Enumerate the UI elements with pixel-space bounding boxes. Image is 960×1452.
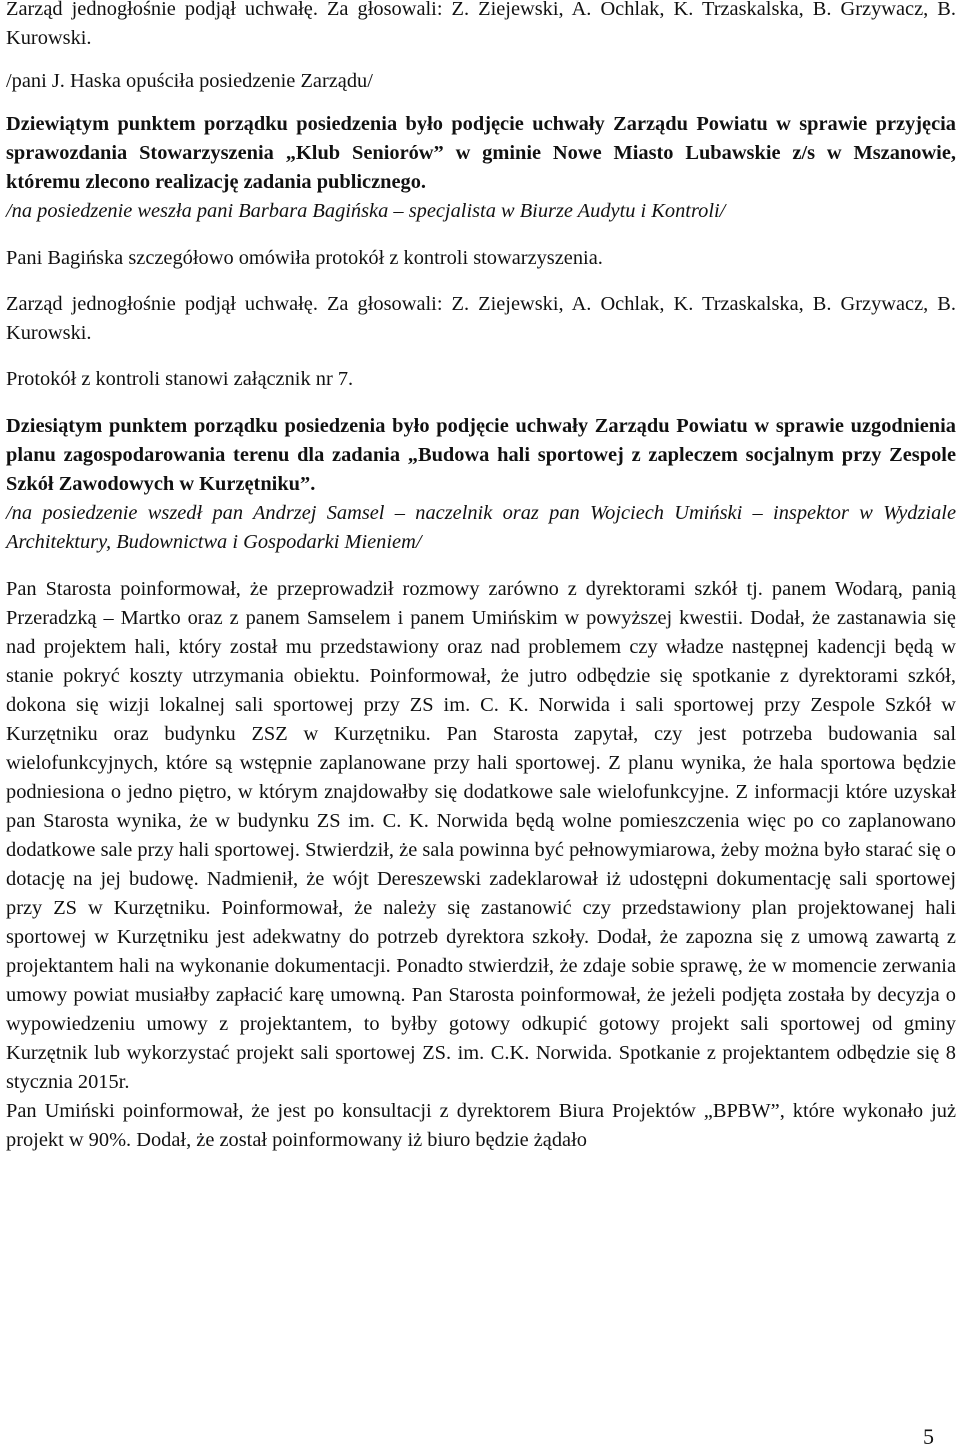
paragraph-attachment-note: Protokół z kontroli stanowi załącznik nr 7.	[6, 368, 354, 390]
paragraph-haska-left: /pani J. Haska opuściła posiedzenie Zarządu/	[6, 70, 373, 92]
paragraph-resolution-vote: Zarząd jednogłośnie podjął uchwałę. Za głosowali: Z. Ziejewski, A. Ochlak, K. Trzaskalska, B. Grzywacz, B. Kurowski.	[6, 0, 956, 49]
paragraph-audit-report-discussed: Pani Bagińska szczegółowo omówiła protokół z kontroli stowarzyszenia.	[6, 247, 603, 269]
paragraph-item-ten-heading: Dziesiątym punktem porządku posiedzenia było podjęcie uchwały Zarządu Powiatu w sprawie uzgodnienia planu zagospodarowania terenu dla zadania „Budowa hali sportowej z zapleczem socjalnym przy Zespole Szkół Zawodowych w Kurzętniku”.	[6, 415, 956, 495]
paragraph-resolution-vote-2: Zarząd jednogłośnie podjął uchwałę. Za głosowali: Z. Ziejewski, A. Ochlak, K. Trzaskalska, B. Grzywacz, B. Kurowski.	[6, 293, 956, 344]
paragraph-baginska-entered: /na posiedzenie weszła pani Barbara Bagińska – specjalista w Biurze Audytu i Kontroli/	[6, 200, 726, 222]
paragraph-samsel-uminski-entered: /na posiedzenie wszedł pan Andrzej Samsel – naczelnik oraz pan Wojciech Umiński – inspektor w Wydziale Architektury, Budownictwa i Gospodarki Mieniem/	[6, 502, 956, 553]
paragraph-starosta-report: Pan Starosta poinformował, że przeprowadził rozmowy zarówno z dyrektorami szkół tj. panem Wodarą, panią Przeradzką – Martko oraz z panem Samselem i panem Umińskim w powyższej kwestii. Dodał, że zastanawia się nad projektem hali, który został mu przedstawiony oraz nad problemem czy władze następnej kadencji będą w stanie pokryć koszty utrzymania obiektu. Poinformował, że jutro odbędzie się spotkanie z dyrektorami szkół, dokona się wizji lokalnej sali sportowej przy ZS im. C. K. Norwida i sali sportowej przy Zespole Szkół w Kurzętniku oraz budynku ZSZ w Kurzętniku. Pan Starosta zapytał, czy jest potrzeba budowania sal wielofunkcyjnych, które są wstępnie zaplanowane przy hali sportowej. Z planu wynika, że hala sportowa będzie podniesiona o jedno piętro, w którym znajdowałby się dodatkowe sale wielofunkcyjne. Z informacji które uzyskał pan Starosta wynika, że w budynku ZS im. C. K. Norwida będą wolne pomieszczenia więc po co zaplanowano dodatkowe sale przy hali sportowej. Stwierdził, że sala powinna być pełnowymiarowa, żeby można było starać się o dotację na jej budowę. Nadmienił, że wójt Dereszewski zadeklarował iż udostępni dokumentację sali sportowej przy ZS w Kurzętniku. Poinformował, że należy się zastanowić czy przedstawiony plan projektowanej hali sportowej w Kurzętniku jest adekwatny do potrzeb dyrektora szkoły. Dodał, że zapozna się z umową zawartą z projektantem hali na wykonanie dokumentacji. Ponadto stwierdził, że zdaje sobie sprawę, że w momencie zerwania umowy powiat musiałby zapłacić karę umowną. Pan Starosta poinformował, że jeżeli podjęta została by decyzja o wypowiedzeniu umowy z projektantem, to byłby gotowy odkupić gotowy projekt sali sportowej od gminy Kurzętnik lub wykorzystać projekt sali sportowej ZS. im. C.K. Norwida. Spotkanie z projektantem odbędzie się 8 stycznia 2015r.	[6, 578, 956, 1093]
paragraph-item-nine-heading: Dziewiątym punktem porządku posiedzenia było podjęcie uchwały Zarządu Powiatu w sprawie przyjęcia sprawozdania Stowarzyszenia „Klub Seniorów” w gminie Nowe Miasto Lubawskie z/s w Mszanowie, któremu zlecono realizację zadania publicznego.	[6, 113, 956, 193]
page-number: 5	[923, 1424, 934, 1449]
paragraph-uminski-report: Pan Umiński poinformował, że jest po konsultacji z dyrektorem Biura Projektów „BPBW”, które wykonało już projekt w 90%. Dodał, że został poinformowany iż biuro będzie żądało	[6, 1100, 956, 1151]
document-page	[6, 0, 956, 1155]
